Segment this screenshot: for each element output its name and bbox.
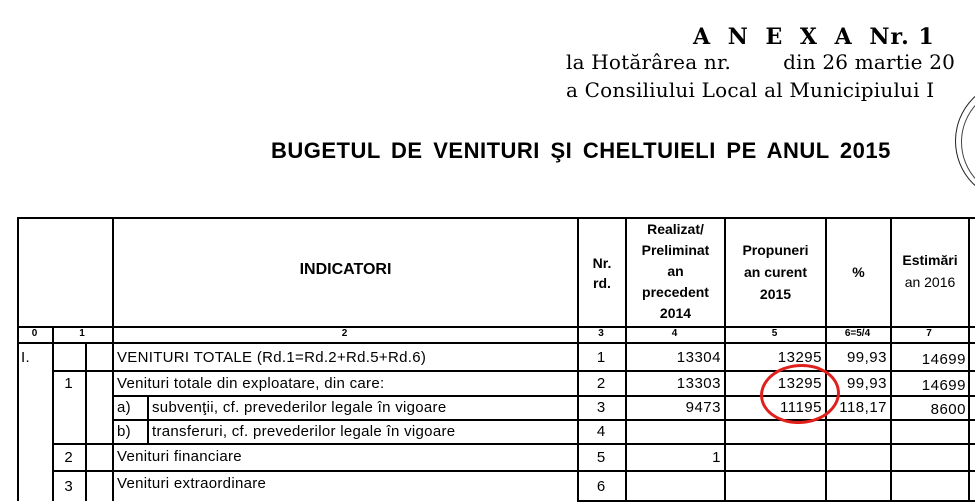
row-label: Venituri financiare xyxy=(117,448,242,465)
index-col-2: 2 xyxy=(341,328,348,339)
annex-label: A N E X A xyxy=(693,24,857,50)
row-label: transferuri, cf. prevederilor legale în vigoare xyxy=(152,423,456,440)
decision-label: la Hotărârea nr. xyxy=(566,50,732,74)
header-line: precedent xyxy=(642,284,709,300)
index-col-5: 5 xyxy=(771,328,778,339)
header-line: 2015 xyxy=(759,286,792,302)
row-nr: 3 xyxy=(596,399,606,416)
index-col-4: 4 xyxy=(671,328,678,339)
value-2016: 8600 xyxy=(930,401,966,418)
decision-reference xyxy=(566,50,955,74)
row-letter: b) xyxy=(117,423,131,440)
row-nr: 4 xyxy=(596,423,606,440)
decision-date: din 26 martie 20 xyxy=(783,50,956,74)
value-2016: 14699 xyxy=(921,351,966,368)
index-col-3: 3 xyxy=(598,328,604,339)
col-header-estimari-2016 xyxy=(892,249,968,293)
index-col-0: 0 xyxy=(31,328,38,339)
row-label: Venituri extraordinare xyxy=(117,475,267,492)
row-nr: 5 xyxy=(596,449,606,466)
value-percent: 118,17 xyxy=(839,399,887,416)
rd-label: rd. xyxy=(593,275,611,291)
row-label: subvenţii, cf. prevederilor legale în vigoare xyxy=(152,399,447,416)
index-col-7: 7 xyxy=(926,328,932,339)
index-col-1: 1 xyxy=(79,328,85,339)
value-percent: 99,93 xyxy=(846,375,887,392)
value-2014: 13303 xyxy=(676,375,721,392)
col-header-indicatori: INDICATORI xyxy=(299,261,392,278)
header-line: an xyxy=(667,263,684,279)
value-percent: 99,93 xyxy=(846,349,887,366)
row-label: Venituri totale din exploatare, din care: xyxy=(117,375,385,392)
annex-heading xyxy=(693,24,935,50)
value-2014: 13304 xyxy=(676,349,721,366)
row-nr: 1 xyxy=(596,349,606,366)
col-header-nr-rd xyxy=(579,253,625,293)
header-line: an curent xyxy=(743,264,807,280)
header-line: 2014 xyxy=(659,305,692,321)
row-subindex: 2 xyxy=(64,449,73,466)
nr-label: Nr. xyxy=(592,255,612,271)
col-header-realizat-2014 xyxy=(627,219,724,324)
header-line: Propuneri xyxy=(742,242,809,258)
row-roman-index: I. xyxy=(21,349,30,366)
value-2015: 11195 xyxy=(780,399,822,416)
header-line: Estimări xyxy=(902,252,958,268)
header-line: Preliminat xyxy=(641,242,710,258)
col-header-percent: % xyxy=(852,264,865,280)
header-line: Realizat/ xyxy=(647,221,704,237)
index-col-6: 6=5/4 xyxy=(844,328,871,339)
row-letter: a) xyxy=(117,399,131,416)
value-2014: 1 xyxy=(712,449,721,466)
council-reference: a Consiliului Local al Municipiului I xyxy=(566,78,935,102)
header-line: an 2016 xyxy=(904,274,956,290)
row-nr: 2 xyxy=(596,375,606,392)
annex-number: Nr. 1 xyxy=(869,24,935,50)
row-subindex: 1 xyxy=(64,375,73,392)
value-2016: 14699 xyxy=(921,377,966,394)
col-header-propuneri-2015 xyxy=(726,239,825,305)
row-label: VENITURI TOTALE (Rd.1=Rd.2+Rd.5+Rd.6) xyxy=(117,349,427,366)
value-2015: 13295 xyxy=(777,349,822,366)
row-subindex: 3 xyxy=(64,478,73,495)
document-title: BUGETUL DE VENITURI ŞI CHELTUIELI PE ANUL 2015 xyxy=(271,138,891,163)
value-2015: 13295 xyxy=(777,375,822,392)
row-nr: 6 xyxy=(596,478,606,495)
value-2014: 9473 xyxy=(685,399,721,416)
